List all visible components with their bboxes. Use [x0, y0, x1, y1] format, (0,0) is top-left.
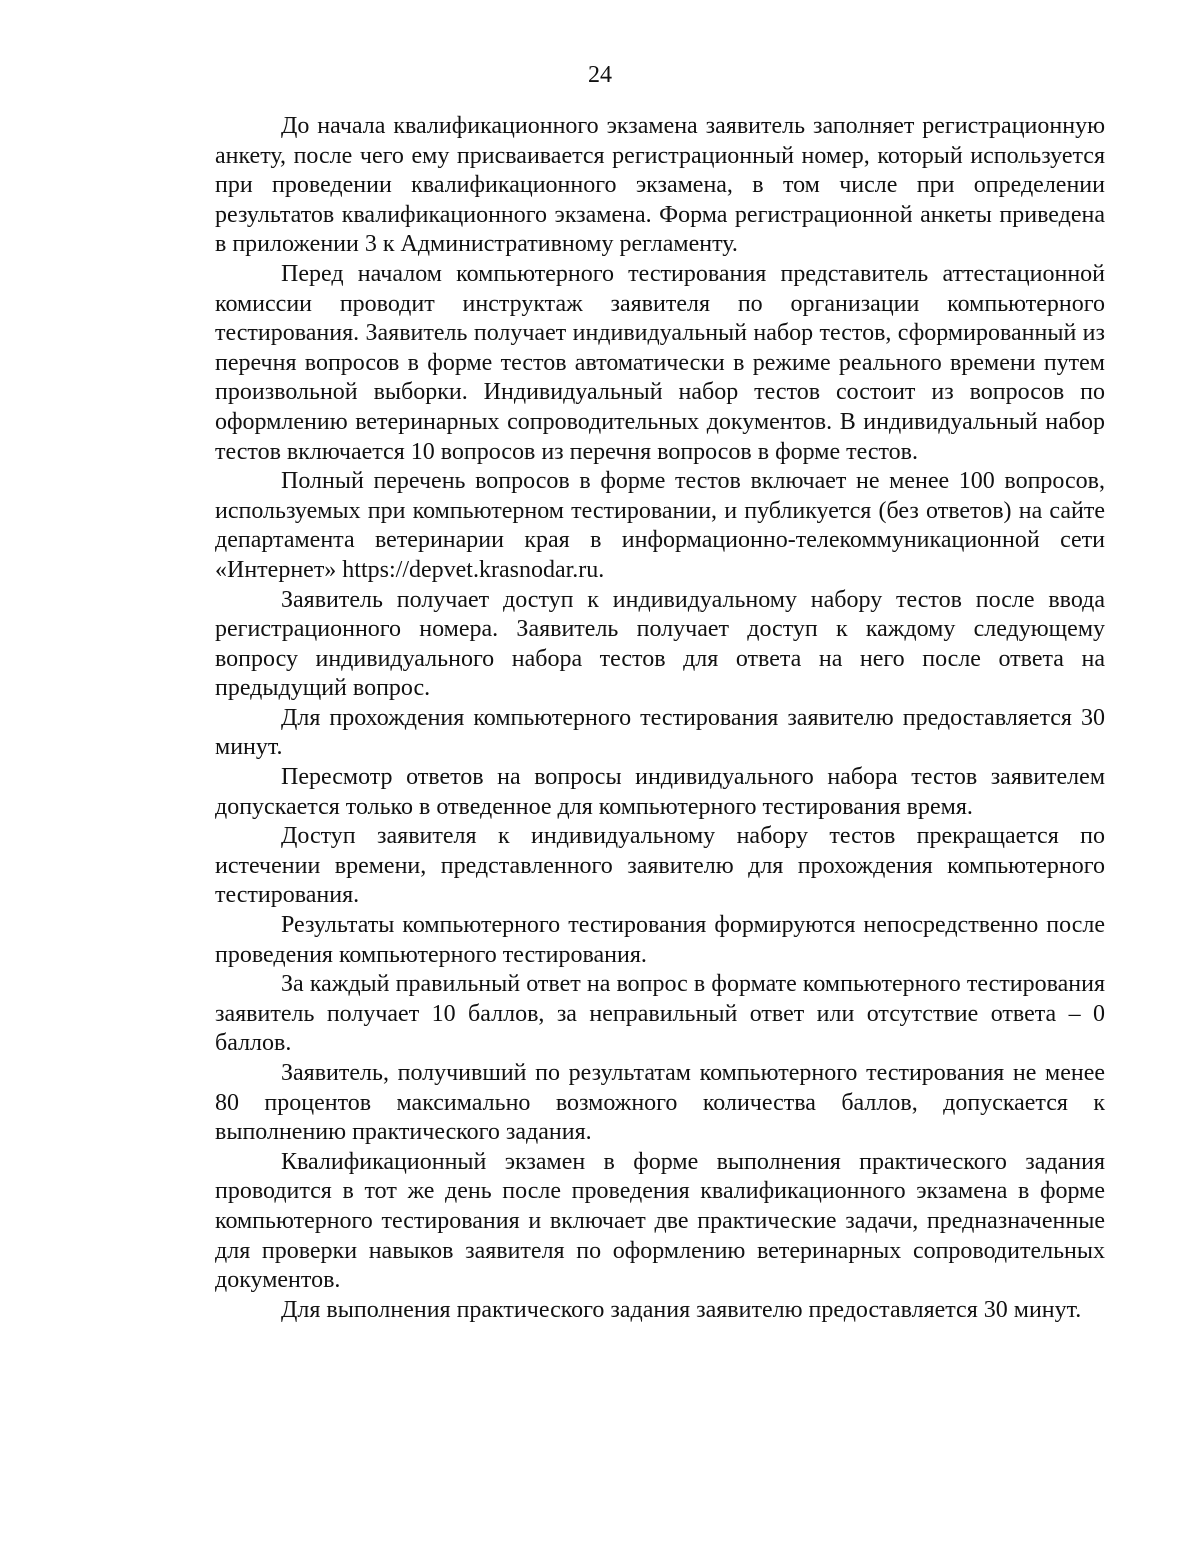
page-number: 24 — [588, 62, 612, 88]
paragraph-practical-task: Квалификационный экзамен в форме выполнения практического задания проводится в тот же день после проведения квалификационного экзамена в форме компьютерного тестирования и включает две практические задачи, предназначенные для проверки навыков заявителя по оформлению ветеринарных сопроводительных документов. — [215, 1148, 1105, 1294]
paragraph-scoring: За каждый правильный ответ на вопрос в формате компьютерного тестирования заявитель получает 10 баллов, за неправильный ответ или отсутствие ответа – 0 баллов. — [215, 971, 1105, 1057]
paragraph-question-list: Полный перечень вопросов в форме тестов включает не менее 100 вопросов, используемых при компьютерном тестировании, и публикуется (без ответов) на сайте департамента ветеринарии края в информационно-телекоммуникационной сети «Интернет» https://depvet.krasnodar.ru. — [215, 468, 1105, 583]
paragraph-test-results: Результаты компьютерного тестирования формируются непосредственно после проведения компьютерного тестирования. — [215, 912, 1105, 968]
paragraph-access-termination: Доступ заявителя к индивидуальному набору тестов прекращается по истечении времени, представленного заявителю для прохождения компьютерного тестирования. — [215, 823, 1105, 909]
paragraph-registration-form: До начала квалификационного экзамена заявитель заполняет регистрационную анкету, после чего ему присваивается регистрационный номер, который используется при проведении квалификационного экзамена, в том числе при определении результатов квалификационного экзамена. Форма регистрационной анкеты приведена в приложении 3 к Административному регламенту. — [215, 113, 1105, 258]
paragraph-test-briefing: Перед началом компьютерного тестирования представитель аттестационной комиссии проводит инструктаж заявителя по организации компьютерного тестирования. Заявитель получает индивидуальный набор тестов, сформированный из перечня вопросов в форме тестов автоматически в режиме реального времени путем произвольной выборки. Индивидуальный набор тестов состоит из вопросов по оформлению ветеринарных сопроводительных документов. В индивидуальный набор тестов включается 10 вопросов из перечня вопросов в форме тестов. — [215, 260, 1105, 465]
paragraph-admission-threshold: Заявитель, получивший по результатам компьютерного тестирования не менее 80 процентов максимально возможного количества баллов, допускается к выполнению практического задания. — [215, 1060, 1105, 1146]
document-body — [215, 112, 1105, 1325]
paragraph-test-duration: Для прохождения компьютерного тестирования заявителю предоставляется 30 минут. — [215, 704, 1105, 761]
paragraph-practical-duration: Для выполнения практического задания заявителю предоставляется 30 минут. — [281, 1296, 1082, 1323]
paragraph-test-access: Заявитель получает доступ к индивидуальному набору тестов после ввода регистрационного номера. Заявитель получает доступ к каждому следующему вопросу индивидуального набора тестов для ответа на него после ответа на предыдущий вопрос. — [215, 586, 1105, 702]
paragraph-answer-review: Пересмотр ответов на вопросы индивидуального набора тестов заявителем допускается только в отведенное для компьютерного тестирования время. — [215, 764, 1105, 820]
